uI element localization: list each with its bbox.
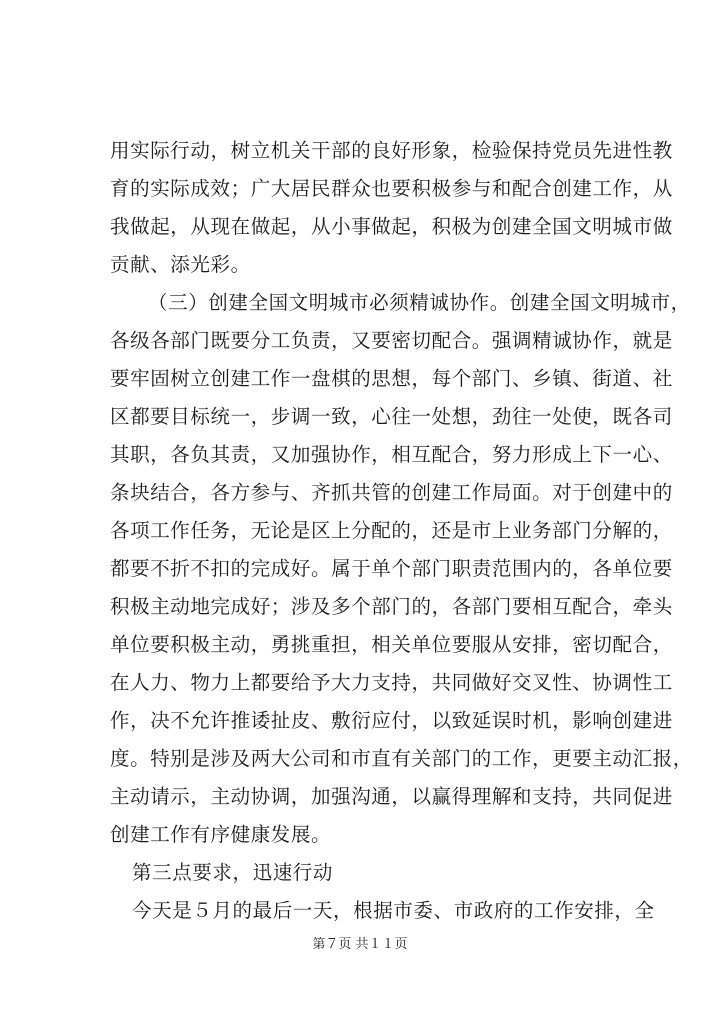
body-text-line: 我做起，从现在做起，从小事做起，积极为创建全国文明城市做 — [110, 215, 673, 238]
section-heading-line: 第三点要求，迅速行动 — [132, 861, 334, 884]
body-text-line: 积极主动地完成好；涉及多个部门的，各部门要相互配合，牵头 — [110, 595, 673, 618]
body-text-line: 育的实际成效；广大居民群众也要积极参与和配合创建工作，从 — [110, 177, 673, 200]
body-text-line: 在人力、物力上都要给予大力支持，共同做好交叉性、协调性工 — [110, 671, 673, 694]
body-text-line: 都要不折不扣的完成好。属于单个部门职责范围内的，各单位要 — [110, 557, 673, 580]
body-text-line: 贡献、添光彩。 — [110, 253, 251, 276]
section-heading-line: （三）创建全国文明城市必须精诚协作。创建全国文明城市， — [148, 291, 691, 314]
page-number-footer: 第７页 共１１页 — [312, 937, 408, 952]
body-text-line: 今天是５月的最后一天，根据市委、市政府的工作安排，全 — [132, 899, 655, 922]
body-text-line: 度。特别是涉及两大公司和市直有关部门的工作，更要主动汇报， — [110, 747, 693, 770]
body-text-line: 各项工作任务，无论是区上分配的，还是市上业务部门分解的， — [110, 519, 673, 542]
body-text-line: 各级各部门既要分工负责，又要密切配合。强调精诚协作，就是 — [110, 329, 673, 352]
body-text-line: 用实际行动，树立机关干部的良好形象，检验保持党员先进性教 — [110, 139, 673, 162]
body-text-line: 条块结合，各方参与、齐抓共管的创建工作局面。对于创建中的 — [110, 481, 673, 504]
body-text-line: 作，决不允许推诿扯皮、敷衍应付，以致延误时机，影响创建进 — [110, 709, 673, 732]
body-text-line: 主动请示，主动协调，加强沟通，以赢得理解和支持，共同促进 — [110, 785, 673, 808]
body-text-line: 其职，各负其责，又加强协作，相互配合，努力形成上下一心、 — [110, 443, 673, 466]
body-text-line: 区都要目标统一，步调一致，心往一处想，劲往一处使，既各司 — [110, 405, 673, 428]
body-text-line: 单位要积极主动，勇挑重担，相关单位要服从安排，密切配合， — [110, 633, 673, 656]
body-text-line: 要牢固树立创建工作一盘棋的思想，每个部门、乡镇、街道、社 — [110, 367, 673, 390]
body-text-line: 创建工作有序健康发展。 — [110, 823, 332, 846]
